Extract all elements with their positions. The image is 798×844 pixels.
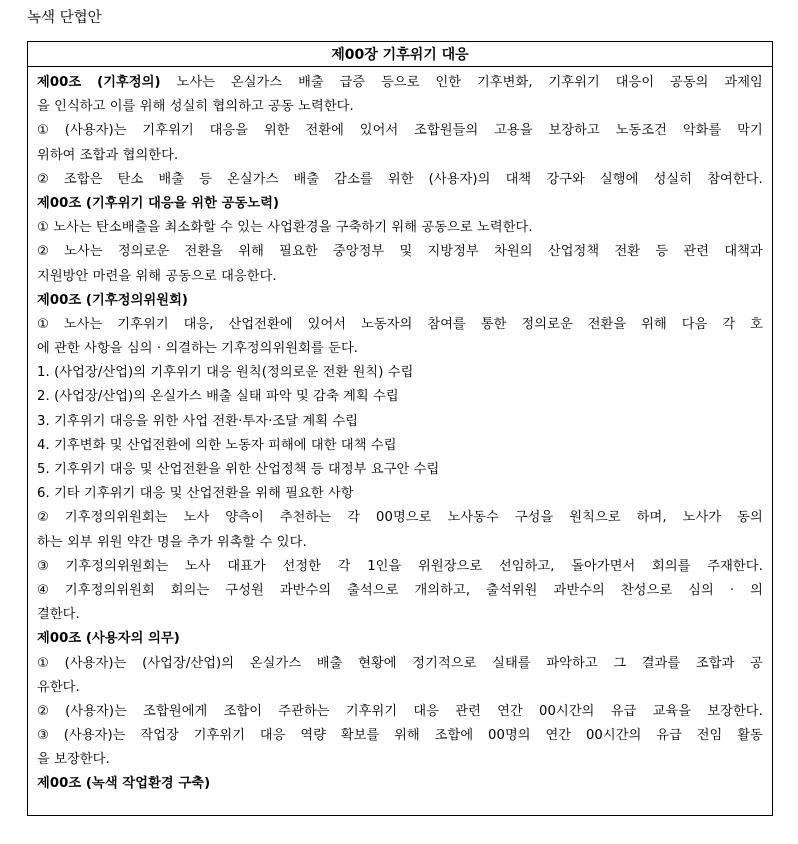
word: (사용자)는 [64,123,127,139]
word: 기후정의위원회는 [64,510,168,526]
article-title: 제00조 (녹색 작업환경 구축) [37,776,211,792]
word: 온실가스 [230,75,283,90]
word: ① [37,123,49,139]
word: 배출 [293,171,320,187]
word: 동의 [737,510,763,526]
word: (사용자)는 [65,703,127,719]
document-body [37,71,763,797]
word: 교육을 [652,703,692,719]
word: 추천하는 [279,510,332,526]
article-title: 제00조 (기후위기 대응을 위한 공동노력) [37,195,280,211]
line-text: 2. (사업장/산업)의 온실가스 배출 실태 파악 및 감축 계획 수립 [37,389,399,405]
word: 위한 [387,171,414,187]
word: 대응, [183,316,214,332]
word: 연간 [545,728,572,744]
word: 00명으로 [375,510,432,526]
word: 00시간의 [539,703,595,719]
document-line [37,71,763,95]
line-text: 결한다. [37,607,80,623]
chapter-title: 제00장 기후위기 대응 [28,44,772,67]
document-line [37,434,763,458]
word: 출석으로 [347,582,399,598]
document-line [37,652,763,676]
word: 대책 [505,171,532,187]
word: 주재한다. [707,558,763,574]
word: 유급 [610,703,637,719]
document-line [37,216,763,240]
word: ③ [37,728,49,744]
word: 노사는 [64,244,103,260]
document-line [37,531,763,555]
document-line [37,676,763,700]
word: 현황에 [358,655,397,671]
word: 위한 [263,123,290,139]
word: (사용자)의 [428,171,491,187]
document-line [37,555,763,579]
word: 노사 [184,558,211,574]
word: 기후위기 [345,703,398,719]
word: 전임 [696,728,723,744]
word: 대응 [259,728,286,744]
word: 회의를 [652,558,691,574]
word: 기후위기 [193,728,246,744]
word: 찬성으로 [620,582,673,598]
word: ② [37,244,49,260]
word: (기후정의) [97,75,161,90]
line-text: 5. 기후위기 대응 및 산업전환을 위한 산업정책 등 대정부 요구안 수립 [37,462,440,477]
document-line [37,579,763,603]
word: 보장하고 [548,123,600,139]
word: 개의하고, [414,582,471,598]
line-text: 4. 기후변화 및 산업전환에 의한 노동자 피해에 대한 대책 수립 [37,437,397,453]
word: 노동자의 [361,316,413,332]
document-line [37,506,763,530]
word: 정의로운 [521,316,573,332]
word: 강구와 [546,171,585,187]
word: 관련 [455,703,481,719]
word: 구성을 [514,510,554,526]
document-line [37,361,763,385]
word: 있어서 [307,316,347,332]
word: 확보를 [340,728,380,744]
word: 배출 [316,655,343,671]
word: 그 [613,655,627,671]
word: 인한 [435,75,462,90]
word: 노동조건 [615,123,668,139]
word: 노사는 [63,316,103,332]
word: 과제임 [724,75,763,90]
word: ② [37,171,49,187]
word: 위원장으로 [418,558,483,574]
word: · [729,582,735,598]
document-line [37,724,763,748]
article-title: 제00조 (사용자의 의무) [37,631,180,647]
word: 조합과 [695,655,735,671]
word: 기후변화, [476,75,533,90]
word: ② [37,510,49,526]
word: 기후위기 [117,316,169,332]
word: 성실히 [653,171,693,187]
word: 참여를 [427,316,466,332]
word: 실태를 [492,655,531,671]
word: ① [37,316,49,332]
word: 조합에 [434,728,474,744]
word: (사용자)는 [63,728,126,744]
word: 주관하는 [278,703,330,719]
word: 결과를 [641,655,681,671]
document-line [37,240,763,264]
word: 노사동수 [447,510,499,526]
article-title: 제00조 (기후정의위원회) [37,292,189,308]
document-line [37,482,763,506]
word: 지방정부 [427,244,479,260]
word: 정의로운 [117,244,170,260]
word: 노사는 [176,75,216,90]
word: 노사 [183,510,210,526]
line-text: 6. 기타 기후위기 대응 및 산업전환을 위해 필요한 사항 [37,486,354,502]
word: 참여한다. [707,171,763,187]
word: 회의는 [170,582,210,598]
word: 1인을 [367,558,402,574]
word: 심의 [688,582,714,598]
document-line [37,700,763,724]
word: 전환을 [587,316,627,332]
word: 위해 [641,316,667,332]
document-heading: 녹색 단협안 [27,10,102,26]
word: 막기 [737,123,763,139]
word: 등 [199,171,212,187]
word: 보장한다. [707,703,763,719]
word: (사용자)는 [64,655,127,671]
word: 위해 [238,244,264,260]
word: 감소를 [334,171,373,187]
line-text: 지원방안 마련을 위해 공동으로 대응한다. [37,268,277,284]
word: 대표가 [227,558,266,574]
document-line [37,603,763,627]
article-heading [37,627,763,651]
word: 호 [750,316,763,332]
word: 기후위기 [548,75,600,90]
word: 노사가 [682,510,722,526]
word: ③ [37,558,49,574]
word: 및 [399,244,413,260]
word: 하며, [636,510,667,526]
word: 각 [347,510,360,526]
word: 선정한 [282,558,322,574]
word: 기후정의위원회 [64,582,155,598]
word: 전환에 [305,123,344,139]
word: 구성원 [225,582,264,598]
word: 00명의 [487,728,531,744]
document-line [37,144,763,168]
word: ② [37,703,49,719]
line-text: 3. 기후위기 대응을 위한 사업 전환·투자·조달 계획 수립 [37,413,359,429]
word: 악화를 [682,123,722,139]
document-line [37,168,763,192]
word: 과반수의 [279,582,332,598]
word: 고용을 [494,123,533,139]
line-text: 을 보장한다. [37,752,110,768]
word: 파악하고 [546,655,598,671]
word: 있어서 [359,123,399,139]
word: 다음 [681,316,708,332]
word: 대응을 [209,123,249,139]
word: 양측이 [225,510,264,526]
word: 차원의 [494,244,533,260]
word: 기후위기 [142,123,194,139]
word: 온실가스 [249,655,302,671]
line-text: 하는 외부 위원 약간 명을 추가 위촉할 수 있다. [37,534,307,550]
word: 전환을 [184,244,224,260]
word: (사업장/산업)의 [142,655,235,671]
line-text: ① 노사는 탄소배출을 최소화할 수 있는 사업환경을 구축하기 위해 공동으로 노력한다. [37,220,533,236]
document-line [37,385,763,409]
word: 위해 [394,728,420,744]
word: 과반수의 [553,582,605,598]
word: 유급 [656,728,682,744]
word: 전환 [614,244,641,260]
word: 배출 [298,75,324,90]
word: 대응이 [615,75,655,90]
word: 대책과 [724,244,763,260]
document-line [37,410,763,434]
document-line [37,458,763,482]
word: 등 [655,244,669,260]
word: 온실가스 [227,171,279,187]
word: 조합원들의 [414,123,479,139]
word: 의 [750,582,763,598]
line-text: 위하여 조합과 협의한다. [37,147,179,163]
line-text: 에 관한 사항을 심의 · 의결하는 기후정의위원회를 둔다. [37,341,359,357]
word: 제00조 [37,75,82,90]
word: 00시간의 [585,728,642,744]
word: 급증 [339,75,366,90]
word: 각 [722,316,736,332]
word: 조합이 [223,703,263,719]
word: 활동 [737,728,763,744]
word: 정기적으로 [412,655,477,671]
word: ④ [37,582,49,598]
word: 공동의 [670,75,709,90]
line-text: 1. (사업장/산업)의 기후위기 대응 원칙(정의로운 전환 원칙) 수립 [37,365,414,381]
word: 중앙정부 [332,244,385,260]
word: 산업전환에 [228,316,293,332]
word: 선임하고, [498,558,555,574]
word: 산업정책 [547,244,600,260]
line-text: 을 인식하고 이를 위해 성실히 협의하고 공동 노력한다. [37,99,354,115]
word: 관련 [683,244,710,260]
word: 대응 [413,703,440,719]
word: 조합원에게 [143,703,208,719]
article-heading [37,772,763,796]
document-line [37,337,763,361]
word: 실행에 [599,171,639,187]
word: 각 [337,558,351,574]
word: 연간 [497,703,523,719]
word: 기후정의위원회는 [65,558,169,574]
word: 역량 [300,728,327,744]
document-line [37,119,763,143]
word: 돌아가면서 [571,558,636,574]
article-heading [37,192,763,216]
word: 통한 [480,316,507,332]
word: 공 [750,655,763,671]
document-line [37,313,763,337]
word: 원칙으로 [569,510,621,526]
word: 출석위원 [486,582,538,598]
document-line [37,748,763,772]
document-line [37,95,763,119]
word: ① [37,655,49,671]
word: 조합은 [64,171,103,187]
word: 배출 [158,171,185,187]
article-heading [37,289,763,313]
word: 등으로 [381,75,420,90]
document-line [37,265,763,289]
word: 필요한 [279,244,318,260]
word: 탄소 [117,171,144,187]
word: 작업장 [140,728,179,744]
line-text: 유한다. [37,679,80,695]
document-box [27,41,773,816]
